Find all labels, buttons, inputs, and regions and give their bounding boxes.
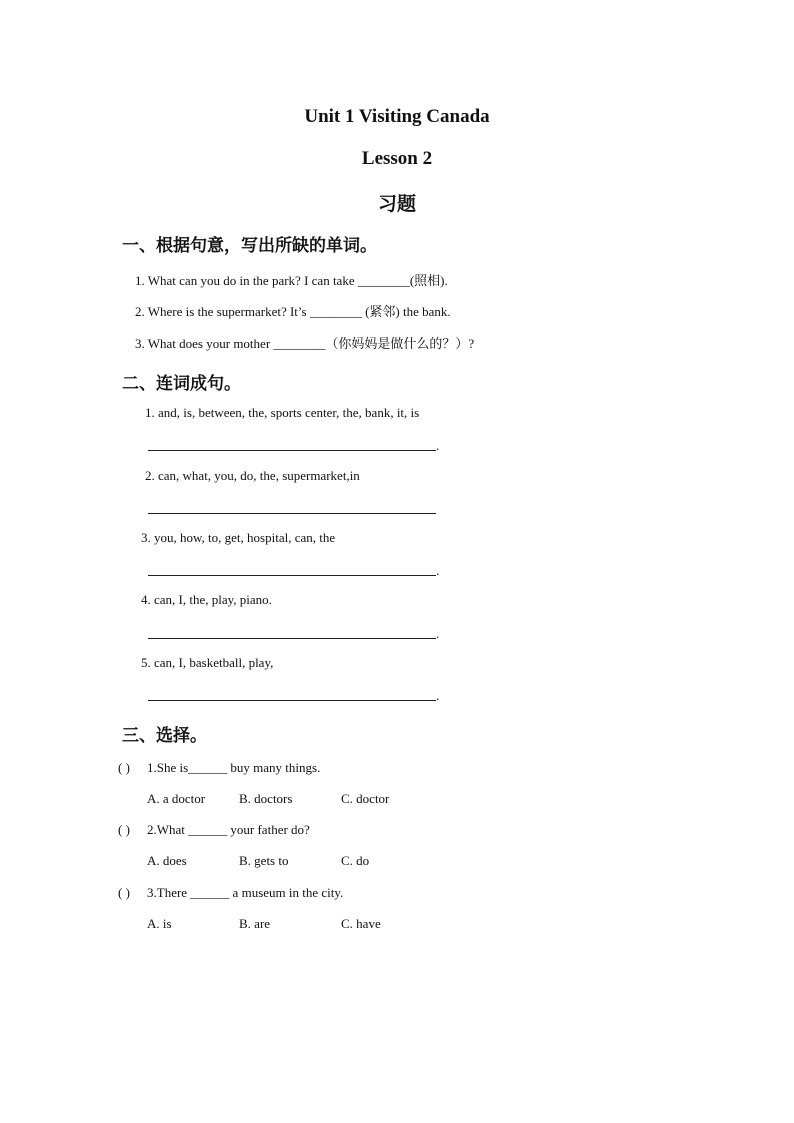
choice-1-option-b: B. doctors	[239, 791, 293, 806]
section-1-heading: 一、根据句意，写出所缺的单词。	[122, 236, 377, 255]
answer-line-5-end: .	[436, 688, 440, 703]
choice-answer-paren-3: ( )	[118, 885, 130, 900]
section-2-heading: 二、连词成句。	[122, 374, 241, 393]
choice-answer-paren-2: ( )	[118, 822, 130, 837]
answer-line-1-end: .	[436, 438, 440, 453]
choice-2-option-c: C. do	[341, 853, 370, 868]
answer-line-3	[148, 575, 436, 576]
ordering-question-5: 5. can, I, basketball, play,	[141, 655, 274, 670]
choice-1-option-a: A. a doctor	[147, 791, 206, 806]
fill-question-3: 3. What does your mother ________（你妈妈是做什么的？）?	[135, 336, 475, 351]
choice-question-2: 2.What ______ your father do?	[147, 822, 310, 837]
ordering-question-2: 2. can, what, you, do, the, supermarket,in	[145, 468, 360, 483]
lesson-title: Lesson 2	[361, 148, 433, 169]
fill-question-2: 2. Where is the supermarket? It’s ________ (紧邻) the bank.	[135, 304, 451, 319]
answer-line-1	[148, 450, 436, 451]
answer-line-4	[148, 638, 436, 639]
ordering-question-4: 4. can, I, the, play, piano.	[141, 592, 272, 607]
choice-2-option-b: B. gets to	[239, 853, 289, 868]
answer-line-4-end: .	[436, 626, 440, 641]
exercise-subtitle: 习题	[377, 194, 416, 215]
choice-1-option-c: C. doctor	[341, 791, 390, 806]
answer-line-3-end: .	[436, 563, 440, 578]
choice-question-1: 1.She is______ buy many things.	[147, 760, 321, 775]
choice-answer-paren-1: ( )	[118, 760, 130, 775]
ordering-question-1: 1. and, is, between, the, sports center, the, bank, it, is	[145, 405, 420, 420]
choice-3-option-c: C. have	[341, 916, 381, 931]
choice-2-option-a: A. does	[147, 853, 187, 868]
worksheet-title: Unit 1 Visiting Canada	[304, 106, 490, 127]
choice-question-3: 3.There ______ a museum in the city.	[147, 885, 344, 900]
ordering-question-3: 3. you, how, to, get, hospital, can, the	[141, 530, 336, 545]
answer-line-2	[148, 513, 436, 514]
choice-3-option-a: A. is	[147, 916, 172, 931]
choice-3-option-b: B. are	[239, 916, 271, 931]
fill-question-1: 1. What can you do in the park? I can take ________(照相).	[135, 273, 448, 288]
section-3-heading: 三、选择。	[122, 726, 207, 745]
answer-line-5	[148, 700, 436, 701]
